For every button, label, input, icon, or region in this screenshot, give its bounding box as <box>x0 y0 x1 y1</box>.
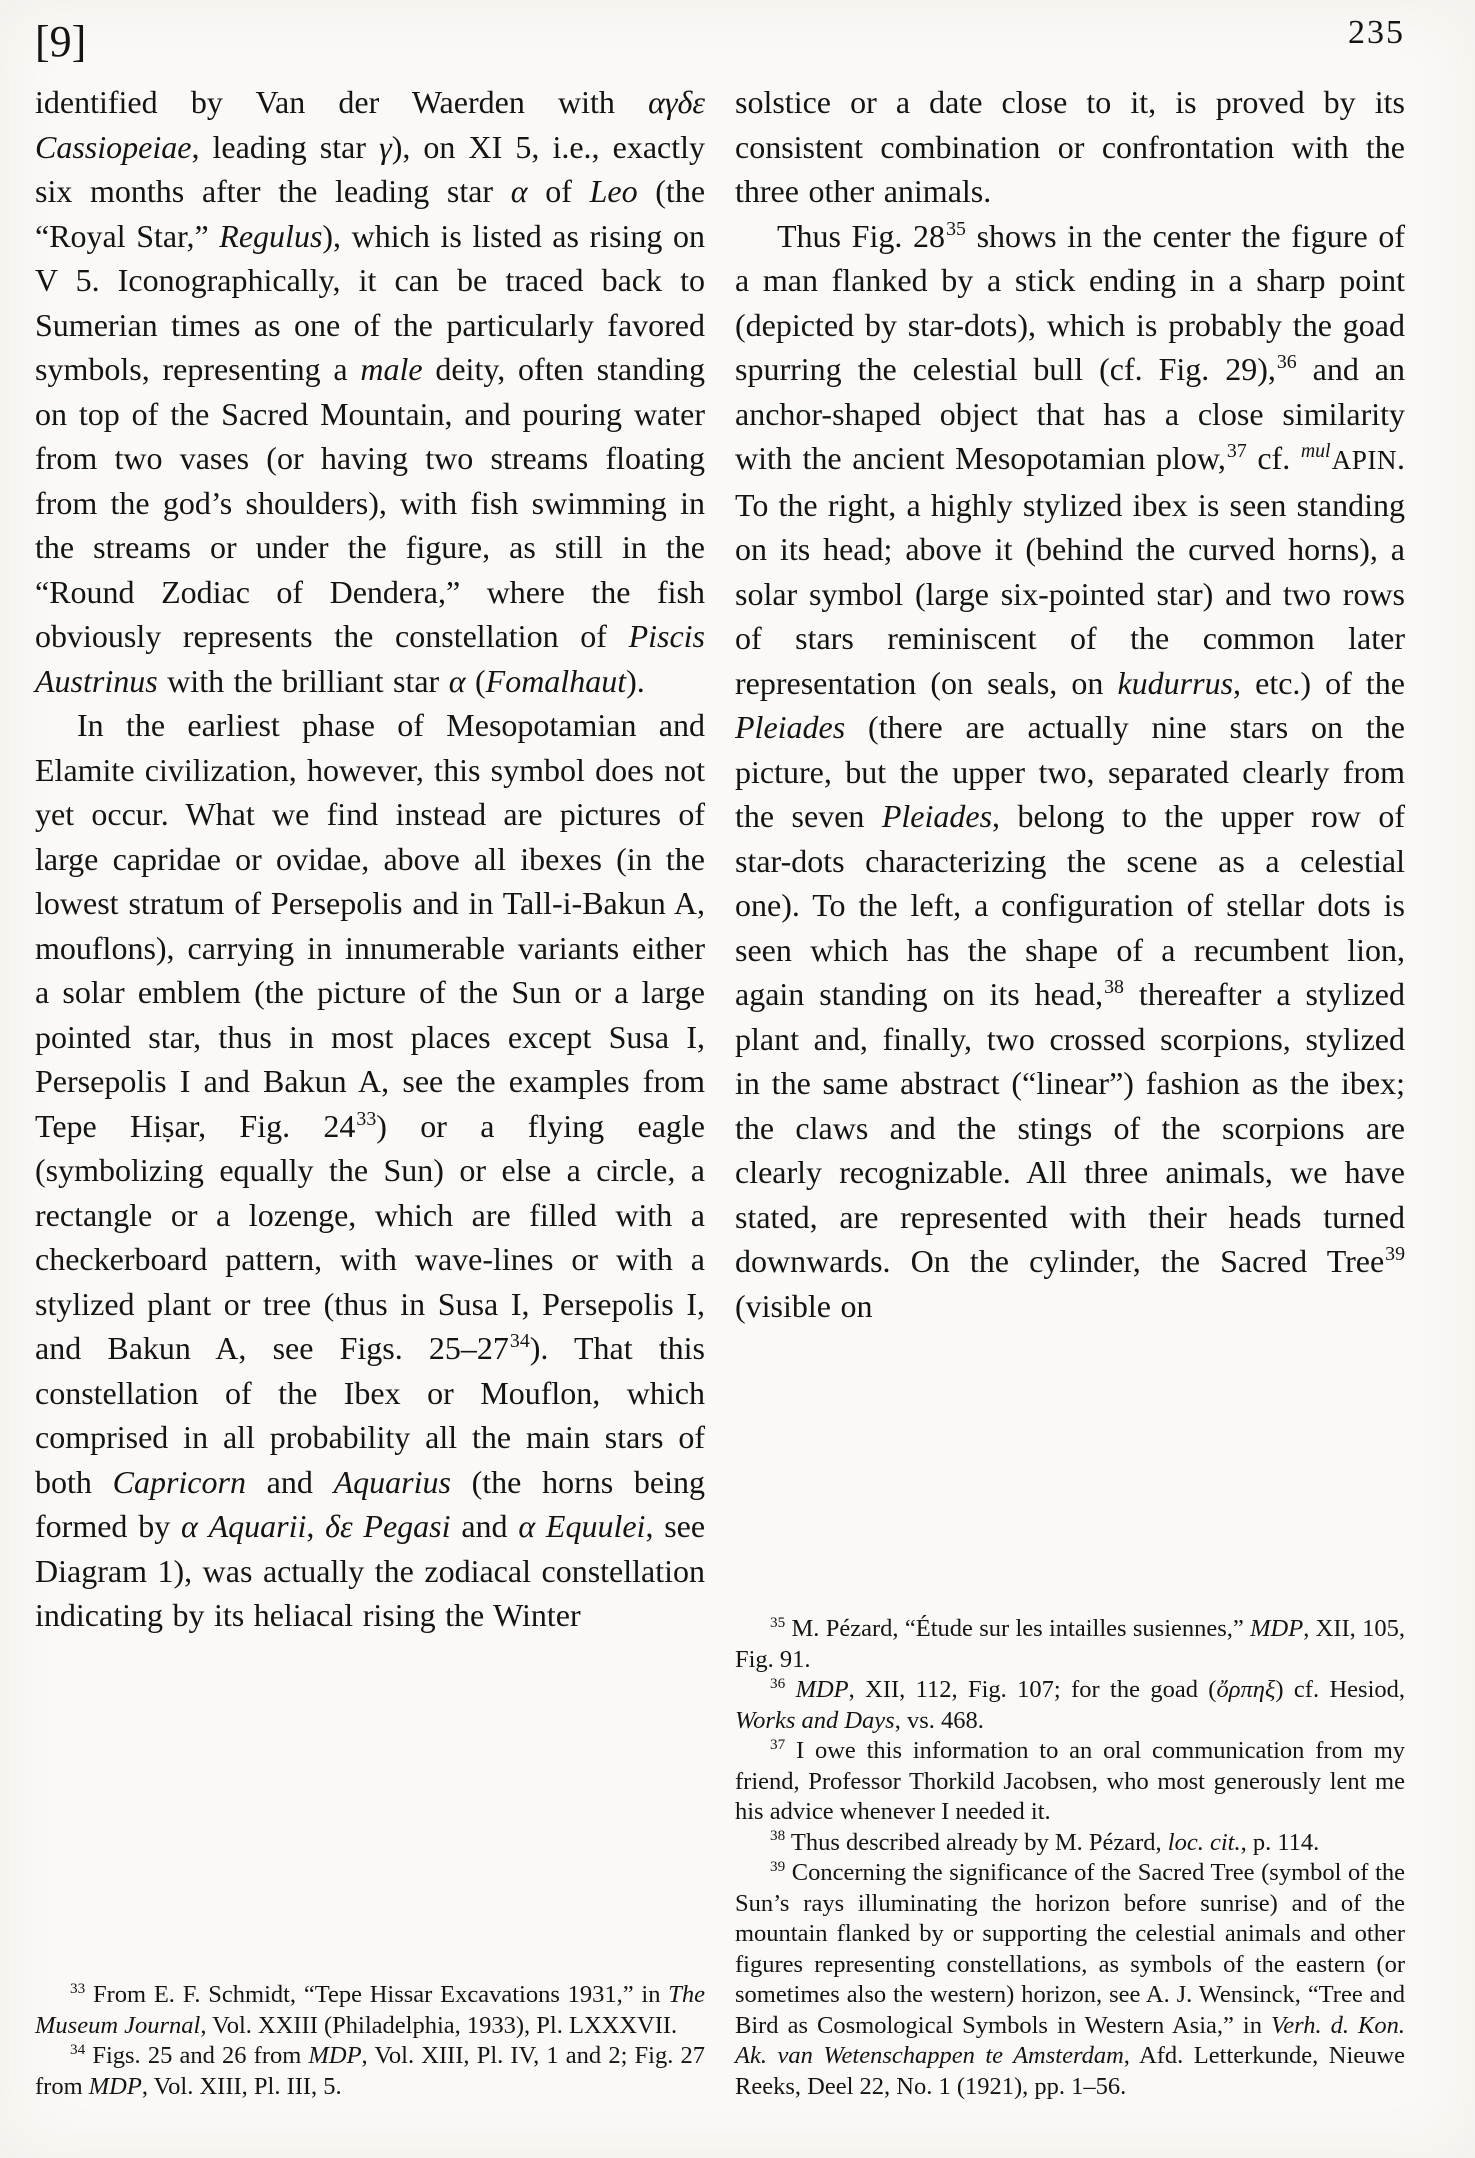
styled-text: MDP <box>795 1676 849 1703</box>
styled-text: ὄρπηξ <box>1216 1676 1276 1703</box>
left-column-body <box>35 80 705 1638</box>
page-number: 235 <box>1348 14 1405 51</box>
styled-text: α Aquarii <box>180 1508 307 1544</box>
styled-text: Verh. d. Kon. Ak. van Wetenschappen te Amsterdam <box>735 2011 1405 2069</box>
styled-text: male <box>360 351 423 387</box>
styled-text: δε Pegasi <box>325 1508 451 1544</box>
styled-text: α <box>510 173 528 209</box>
styled-text: Aquarius <box>333 1463 451 1500</box>
footnote-reference: 33 <box>70 1979 86 1997</box>
footnote: $^{36}$ MDP, XII, 112, Fig. 107; for the goad (ὄρπηξ) cf. Hesiod, Works and Days, vs. 468. <box>735 1674 1405 1734</box>
styled-text: γ <box>379 128 392 165</box>
footnote-reference: mul <box>1300 440 1331 463</box>
styled-text: kudurrus <box>1117 664 1234 701</box>
footnote: $^{38}$ Thus described already by M. Pézard, loc. cit., p. 114. <box>770 1827 1320 1856</box>
styled-text: MDP <box>88 2072 142 2100</box>
footnote-reference: 36 <box>1276 351 1297 374</box>
footnote-reference: 38 <box>1104 976 1124 999</box>
left-column-footnotes <box>35 1980 705 2136</box>
styled-text: α Equulei <box>518 1508 646 1544</box>
footnote-reference: 39 <box>1385 1243 1405 1266</box>
styled-text: MDP <box>308 2042 362 2069</box>
right-column <box>735 80 1405 2136</box>
styled-text: loc. cit. <box>1167 1828 1241 1856</box>
styled-text: APIN <box>1331 445 1398 475</box>
footnote-reference: 35 <box>946 217 966 240</box>
styled-text: The Museum Journal <box>35 1981 705 2039</box>
footnote-reference: 36 <box>770 1674 786 1692</box>
footnote: $^{33}$ From E. F. Schmidt, “Tepe Hissar Excavations 1931,” in The Museum Journal, Vol. XXIII (Philadelphia, 1933), Pl. LXXXVII. <box>35 1979 705 2039</box>
paragraph: Thus Fig. $28^{35}$ shows in the center the figure of a man flanked by a stick ending in a sharp point (depicted by star-dots), which is probably the goad spurring the celestial bull (cf. Fig. 29),$^{36}$ and an anchor-shaped object that has a close similarity with the ancient Mesopotamian plow,$^{37}$ cf. $^{mul}$APIN. To the right, a highly stylized ibex is seen standing on its head; above it (behind the curved horns), a solar symbol (large six-pointed star) and two rows of stars reminiscent of the common later representation (on seals, on kudurrus, etc.) of the Pleiades (there are actually nine stars on the picture, but the upper two, separated clearly from the seven Pleiades, belong to the upper row of star-dots characterizing the scene as a celestial one). To the left, a configuration of stellar dots is seen which has the shape of a recumbent lion, again standing on its head,$^{38}$ thereafter a stylized plant and, finally, two crossed scorpions, stylized in the same abstract (“linear”) fashion as the ibex; the claws and the stings of the scorpions are clearly recognizable. All three animals, we have stated, are represented with their heads turned downwards. On the cylinder, the Sacred Tree$^{39}$ (visible on <box>735 217 1406 1324</box>
footnote-reference: 35 <box>770 1613 786 1631</box>
styled-text: Regulus <box>219 217 323 254</box>
styled-text: Pleiades <box>735 709 846 745</box>
plate-number: [9] <box>35 17 87 66</box>
paragraph: solstice or a date close to it, is proved by its consistent combination or confrontation with the three other animals. <box>735 84 1405 209</box>
footnote-reference: 34 <box>509 1330 530 1353</box>
styled-text: Piscis Austrinus <box>35 618 705 699</box>
footnote-reference: 37 <box>1226 440 1247 463</box>
right-column-body <box>735 80 1405 1328</box>
page-header <box>35 16 1405 76</box>
right-column-footnotes <box>735 1614 1405 2136</box>
styled-text: MDP <box>1250 1615 1304 1642</box>
paragraph: identified by Van der Waerden with αγδε Cassiopeiae, leading star γ), on XI 5, i.e., exactly six months after the leading star α of Leo (the “Royal Star,” Regulus), which is listed as rising on V 5. Iconographically, it can be traced back to Sumerian times as one of the particularly favored symbols, representing a male deity, often standing on top of the Sacred Mountain, and pouring water from two vases (or having two streams floating from the god’s shoulders), with fish swimming in the streams or under the figure, as still in the “Round Zodiac of Dendera,” where the fish obviously represents the constellation of Piscis Austrinus with the brilliant star α (Fomalhaut). <box>35 84 706 699</box>
footnote: $^{35}$ M. Pézard, “Étude sur les intailles susiennes,” MDP, XII, 105, Fig. 91. <box>735 1613 1405 1673</box>
styled-text: Fomalhaut <box>485 662 627 699</box>
styled-text: Works and Days <box>735 1706 895 1734</box>
footnote-reference: 39 <box>770 1857 786 1875</box>
styled-text: Leo <box>589 173 638 209</box>
styled-text: Pleiades <box>881 798 993 834</box>
footnote-reference: 34 <box>70 2040 86 2058</box>
footnote-reference: 37 <box>770 1735 786 1753</box>
paragraph: In the earliest phase of Mesopotamian and Elamite civilization, however, this symbol does not yet occur. What we find instead are pictures of large capridae or ovidae, above all ibexes (in the lowest stratum of Persepolis and in Tall-i-Bakun A, mouflons), carrying in innumerable variants either a solar emblem (the picture of the Sun or a large pointed star, thus in most places except Susa I, Persepolis I and Bakun A, see the examples from Tepe Hiṣar, Fig. $24^{33}$) or a flying eagle (symbolizing equally the Sun) or else a circle, a rectangle or a lozenge, which are filled with a checkerboard pattern, with wave-lines or with a stylized plant or tree (thus in Susa I, Persepolis I, and Bakun A, see Figs. $25-27^{34}$). That this constellation of the Ibex or Mouflon, which comprised in all probability all the main stars of both Capricorn and Aquarius (the horns being formed by α Aquarii, δε Pegasi and α Equulei, see Diagram 1), was actually the zodiacal constellation indicating by its heliacal rising the Winter <box>35 707 706 1633</box>
styled-text: α <box>448 662 466 699</box>
styled-text: αγδε <box>648 84 705 120</box>
styled-text: Capricorn <box>112 1463 246 1500</box>
footnote: $^{37}$ I owe this information to an oral communication from my friend, Professor Thorkild Jacobsen, who most generously lent me his advice whenever I needed it. <box>735 1735 1405 1825</box>
styled-text: Cassiopeiae <box>35 128 192 165</box>
footnote-reference: 38 <box>770 1827 786 1845</box>
left-column <box>35 80 705 2136</box>
footnote: $^{34}$ Figs. 25 and 26 from MDP, Vol. XIII, Pl. IV, 1 and 2; Fig. 27 from MDP, Vol. XIII, Pl. III, 5. <box>35 2040 706 2100</box>
text-columns <box>35 80 1405 2136</box>
footnote: $^{39}$ Concerning the significance of the Sacred Tree (symbol of the Sun’s rays illuminating the horizon before sunrise) and of the mountain flanked by or supporting the celestial animals and other figures representing constellations, as symbols of the eastern (or sometimes also the western) horizon, see A. J. Wensinck, “Tree and Bird as Cosmological Symbols in Western Asia,” in Verh. d. Kon. Ak. van Wetenschappen te Amsterdam, Afd. Letterkunde, Nieuwe Reeks, Deel 22, No. 1 (1921), pp. 1–56. <box>735 1857 1405 2100</box>
footnote-reference: 33 <box>356 1107 377 1130</box>
